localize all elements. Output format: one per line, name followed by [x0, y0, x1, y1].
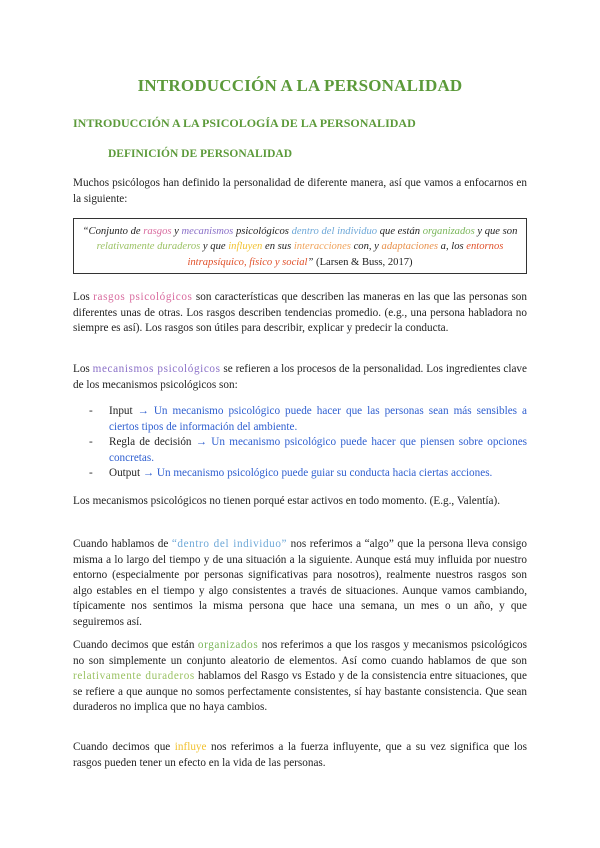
dentro-post: nos referimos a “algo” que la persona lleva consigo misma a lo largo del tiempo y de una situación a la siguiente. Aunque está muy influida por nuestro entorno (especialmente por personas significativas para nosotros), realmente nuestros rasgos son algo estables en el tiempo y algo consistentes a través de situaciones. Aunque vamos cambiando, típicamente nos sentimos la misma persona que hace una semana, un mes o un año, y que seguiremos así. — [73, 538, 527, 628]
quote-term-interacciones: interacciones — [293, 241, 351, 253]
intro-paragraph: Muchos psicólogos han definido la personalidad de diferente manera, así que vamos a enfocarnos en la siguiente: — [73, 177, 527, 205]
quote-text-que-estan: que están — [377, 226, 423, 237]
list-item — [73, 466, 527, 482]
quote-text-a-los: a, los — [438, 241, 467, 253]
list-item — [73, 435, 527, 466]
quote-term-mecanismos: mecanismos — [181, 226, 234, 237]
definition-quote-box — [73, 218, 527, 274]
list-dash: - — [89, 436, 93, 449]
quote-text-con-y: con, y — [350, 241, 382, 253]
list-item-text: Un mecanismo psicológico puede hacer que piensen sobre opciones concretas. — [109, 436, 528, 464]
page-title: INTRODUCCIÓN A LA PERSONALIDAD — [137, 76, 463, 95]
infl-post: nos referimos a la fuerza influyente, que a su vez significa que los rasgos pueden tener un efecto en la vida de las personas. — [73, 741, 527, 769]
section-heading: INTRODUCCIÓN A LA PSICOLOGÍA DE LA PERSONALIDAD — [73, 116, 416, 130]
mec-term: mecanismos psicológicos — [92, 363, 221, 375]
list-dash: - — [89, 405, 93, 417]
quote-text-y-que-son: y que son — [474, 226, 518, 237]
list-item-text: Un mecanismo psicológico puede hacer que las personas sean más sensibles a ciertos tipos de información del ambiente. — [109, 405, 527, 433]
mecanismos-paragraph — [73, 362, 527, 393]
org-mid: nos referimos a que los rasgos y mecanismos psicológicos no son simplemente un conjunto aleatorio de elementos. Así como cuando hablamos de que son — [73, 639, 528, 667]
list-item-text: Un mecanismo psicológico puede guiar su conducta hacia ciertas acciones. — [156, 467, 493, 480]
organizados-paragraph — [73, 638, 527, 716]
rasgos-pre: Los — [73, 291, 94, 303]
quote-term-rasgos: rasgos — [143, 226, 172, 237]
org-pre: Cuando decimos que están — [73, 639, 198, 651]
activos-paragraph: Los mecanismos psicológicos no tienen porqué estar activos en todo momento. (E.g., Valentía). — [73, 495, 500, 507]
subsection-heading: DEFINICIÓN DE PERSONALIDAD — [108, 148, 293, 160]
duraderos-term: relativamente duraderos — [73, 670, 195, 683]
dentro-pre: Cuando hablamos de — [73, 538, 172, 550]
quote-close: ” — [307, 256, 314, 268]
dentro-paragraph — [73, 537, 527, 631]
quote-term-influyen: influyen — [228, 241, 263, 253]
quote-text-y-que: y que — [200, 241, 229, 253]
arrow-icon: → — [191, 436, 212, 449]
list-item-label: Regla de decisión — [109, 436, 192, 449]
quote-term-adaptaciones: adaptaciones — [381, 241, 439, 253]
quote-term-duraderos: relativamente duraderos — [96, 241, 201, 253]
quote-term-entornos: entornos intrapsíquico, físico y social — [187, 241, 504, 268]
quote-term-organizados: organizados — [422, 226, 475, 237]
mechanism-ingredients-list — [73, 404, 527, 482]
quote-open: “Conjunto de — [82, 226, 144, 237]
mec-post: se refieren a los procesos de la personalidad. Los ingredientes clave de los mecanismos psicológicos son: — [73, 363, 527, 391]
list-dash: - — [89, 467, 93, 480]
list-item-label: Output — [109, 467, 141, 480]
infl-pre: Cuando decimos que — [73, 741, 175, 753]
quote-term-dentro: dentro del individuo — [291, 226, 378, 237]
influye-paragraph — [73, 740, 527, 771]
influye-term: influye — [174, 741, 207, 753]
quote-text-y: y — [171, 226, 182, 237]
mec-pre: Los — [73, 363, 93, 375]
rasgos-post: son características que describen las maneras en las que las personas son diferentes unas de otras. Los rasgos describen tendencias promedio. (e.g., una persona habladora no siempre es así). Los rasgos son útiles para describir, explicar y predecir la conducta. — [73, 291, 527, 335]
rasgos-paragraph — [73, 290, 527, 337]
quote-text-psicologicos: psicológicos — [233, 226, 292, 237]
list-item — [73, 404, 527, 435]
arrow-icon: → — [132, 405, 154, 417]
organizados-term: organizados — [197, 639, 259, 651]
rasgos-term: rasgos psicológicos — [93, 291, 193, 303]
dentro-term: “dentro del individuo” — [171, 538, 288, 550]
quote-text-en-sus: en sus — [262, 241, 294, 253]
list-item-label: Input — [109, 405, 133, 417]
quote-citation: (Larsen & Buss, 2017) — [313, 256, 413, 268]
org-post: hablamos del Rasgo vs Estado y de la consistencia entre situaciones, que se refiere a que aunque no somos perfectamente consistentes, sí hay bastante consistencia. Que sean duraderos no implica que no haya cambios. — [73, 670, 527, 714]
arrow-icon: → — [140, 467, 157, 480]
